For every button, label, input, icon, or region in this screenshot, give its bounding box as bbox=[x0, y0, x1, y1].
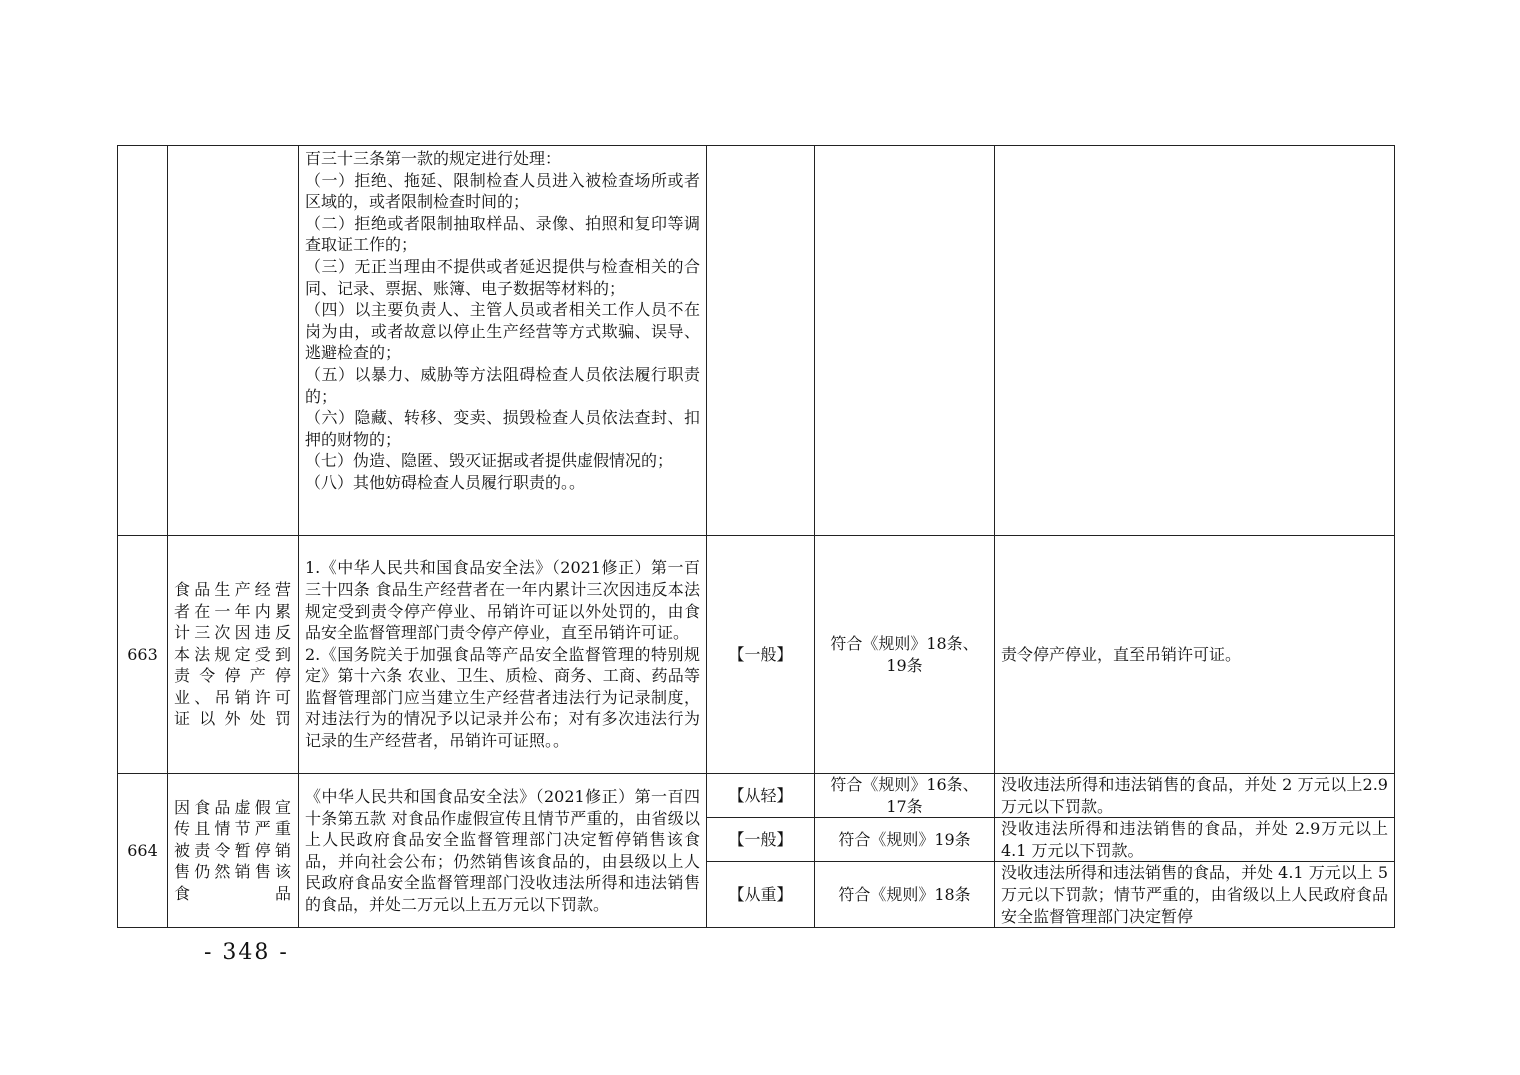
basis-paragraph: （四）以主要负责人、主管人员或者相关工作人员不在岗为由，或者故意以停止生产经营等方式欺骗、误导、逃避检查的； bbox=[305, 300, 700, 363]
penalty-standard: 责令停产停业，直至吊销许可证。 bbox=[995, 536, 1395, 774]
basis-paragraph: （六）隐藏、转移、变卖、损毁检查人员依法查封、扣押的财物的； bbox=[305, 408, 700, 449]
item-number-cell bbox=[118, 146, 168, 536]
page-number: - 348 - bbox=[204, 940, 289, 965]
basis-paragraph: （二）拒绝或者限制抽取样品、录像、拍照和复印等调查取证工作的； bbox=[305, 213, 700, 255]
discretion-level: 【一般】 bbox=[707, 818, 815, 862]
violation-name: 食品生产经营者在一年内累计三次因违反本法规定受到责令停产停业、吊销许可证以外处罚 bbox=[168, 536, 299, 774]
discretion-level: 【从重】 bbox=[707, 862, 815, 928]
table-row-663 bbox=[118, 536, 1395, 774]
basis-paragraph: （三）无正当理由不提供或者延迟提供与检查相关的合同、记录、票据、账簿、电子数据等材料的； bbox=[305, 256, 700, 298]
discretion-level-cell bbox=[707, 146, 815, 536]
applicable-condition-cell bbox=[815, 146, 995, 536]
basis-paragraph: （八）其他妨碍检查人员履行职责的。。 bbox=[305, 472, 586, 492]
basis-paragraph: （五）以暴力、威胁等方法阻碍检查人员依法履行职责的； bbox=[305, 364, 700, 406]
penalty-table bbox=[117, 145, 1395, 928]
violation-name: 因食品虚假宣传且情节严重被责令暂停销售仍然销售该食品 bbox=[168, 774, 299, 928]
applicable-condition: 符合《规则》16条、17条 bbox=[815, 774, 995, 818]
table-row-662-continued bbox=[118, 146, 1395, 536]
basis-paragraph: 1.《中华人民共和国食品安全法》（2021修正）第一百三十四条 食品生产经营者在一年内累计三次因违反本法规定受到责令停产停业、吊销许可证以外处罚的，由食品安全监督管理部门责令停产停业，直至吊销许可证。 bbox=[305, 558, 700, 643]
penalty-standard: 没收违法所得和违法销售的食品，并处 2.9万元以上 4.1 万元以下罚款。 bbox=[995, 818, 1395, 862]
legal-basis-cell bbox=[299, 536, 707, 774]
penalty-standard: 没收违法所得和违法销售的食品，并处 4.1 万元以上 5 万元以下罚款；情节严重的，由省级以上人民政府食品安全监督管理部门决定暂停 bbox=[995, 862, 1395, 928]
item-number: 663 bbox=[118, 536, 168, 774]
penalty-standard-cell bbox=[995, 146, 1395, 536]
applicable-condition: 符合《规则》18条 bbox=[815, 862, 995, 928]
discretion-level: 【一般】 bbox=[707, 536, 815, 774]
basis-paragraph: 百三十三条第一款的规定进行处理： bbox=[305, 149, 562, 168]
item-name-cell bbox=[168, 146, 299, 536]
applicable-condition: 符合《规则》18条、19条 bbox=[815, 536, 995, 774]
basis-paragraph: （一）拒绝、拖延、限制检查人员进入被检查场所或者区域的，或者限制检查时间的； bbox=[305, 170, 700, 212]
basis-paragraph: （七）伪造、隐匿、毁灭证据或者提供虚假情况的； bbox=[305, 451, 674, 471]
basis-paragraph: 2.《国务院关于加强食品等产品安全监督管理的特别规定》第十六条 农业、卫生、质检、商务、工商、药品等监督管理部门应当建立生产经营者违法行为记录制度，对违法行为的情况予以记录并公布；对有多次违法行为记录的生产经营者，吊销许可证照。。 bbox=[305, 644, 700, 751]
legal-basis: 《中华人民共和国食品安全法》（2021修正）第一百四十条第五款 对食品作虚假宣传且情节严重的，由省级以上人民政府食品安全监督管理部门决定暂停销售该食品，并向社会公布；仍然销售该食品的，由县级以上人民政府食品安全监督管理部门没收违法所得和违法销售的食品，并处二万元以上五万元以下罚款。 bbox=[299, 774, 707, 928]
applicable-condition: 符合《规则》19条 bbox=[815, 818, 995, 862]
table-row-664 bbox=[118, 774, 1395, 818]
penalty-standard: 没收违法所得和违法销售的食品，并处 2 万元以上2.9万元以下罚款。 bbox=[995, 774, 1395, 818]
item-number: 664 bbox=[118, 774, 168, 928]
discretion-level: 【从轻】 bbox=[707, 774, 815, 818]
legal-basis-cell bbox=[299, 146, 707, 536]
